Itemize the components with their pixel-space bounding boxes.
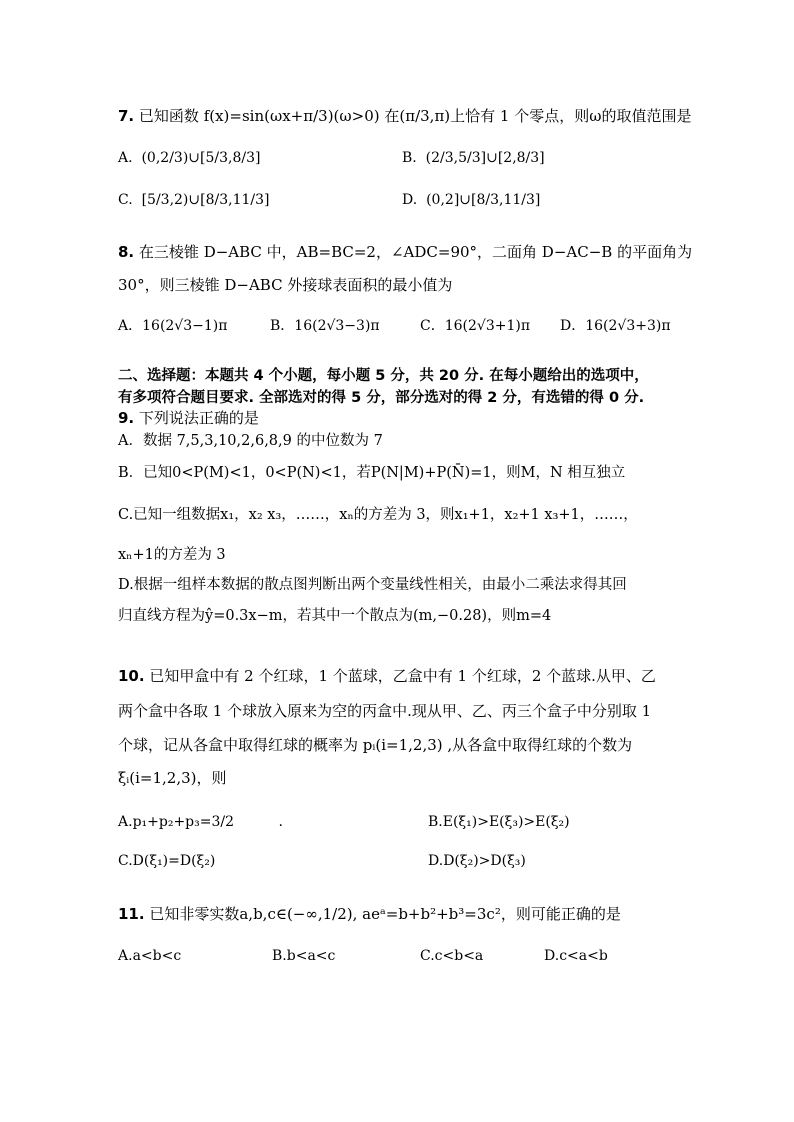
q11-stem: [118, 904, 621, 924]
q11-option-d-label: D.: [544, 948, 560, 964]
q10-option-c-label: C.: [118, 853, 133, 869]
q10-option-d: [428, 851, 526, 871]
q7-stem-text: 已知函数 f(x)=sin(ωx+π/3)(ω>0) 在(π/3,π)上恰有 1 个零点，则ω的取值范围是: [138, 107, 692, 125]
q8-option-a-label: A．: [118, 318, 143, 334]
section2-header-line1: 二、选择题：本题共 4 个小题，每小题 5 分，共 20 分. 在每小题给出的选项中，: [118, 368, 649, 384]
q11-option-a: [118, 946, 181, 966]
q7-option-c-label: C.: [118, 192, 133, 208]
q7-option-d-label: D.: [402, 192, 418, 208]
q8-stem-line2: 30°，则三棱锥 D−ABC 外接球表面积的最小值为: [118, 276, 453, 294]
q7-option-d-text: (0,2]∪[8/3,11/3]: [426, 192, 541, 208]
q7-option-a: [118, 148, 260, 168]
q7-option-a-label: A.: [118, 150, 133, 166]
q9-option-d-line2: 归直线方程为ŷ=0.3x−m，若其中一个散点为(m,−0.28)，则m=4: [118, 608, 552, 624]
q11-number: 11.: [118, 905, 145, 923]
q11-option-c-text: c<b<a: [434, 948, 484, 964]
q10-option-a-label: A.: [118, 814, 133, 830]
q10-option-b: [428, 812, 570, 832]
q10-option-b-text: E(ξ₁)>E(ξ₃)>E(ξ₂): [442, 814, 570, 830]
q8-option-a: [118, 316, 227, 336]
q9-option-c-line1: C.已知一组数据x₁，x₂ x₃，……，xₙ的方差为 3，则x₁+1，x₂+1 x₃+1，……，: [118, 507, 638, 523]
q8-number: 8.: [118, 243, 135, 261]
q10-number: 10.: [118, 667, 145, 685]
q9-option-d-line1: D.根据一组样本数据的散点图判断出两个变量线性相关，由最小二乘法求得其回: [118, 577, 627, 593]
q10-stem-line2: 两个盒中各取 1 个球放入原来为空的丙盒中.现从甲、乙、丙三个盒子中分别取 1: [118, 702, 652, 720]
q8-stem-text1: 在三棱锥 D−ABC 中，AB=BC=2，∠ADC=90°，二面角 D−AC−B 的平面角为: [138, 243, 693, 261]
q10-stem-line4: ξᵢ(i=1,2,3)，则: [118, 769, 227, 787]
q10-option-d-label: D.: [428, 853, 444, 869]
q7-option-a-text: (0,2/3)∪[5/3,8/3]: [141, 150, 261, 166]
q8-option-c: [420, 316, 530, 336]
q8-option-a-text: 16(2√3−1)π: [142, 318, 228, 334]
q7-option-b-text: (2/3,5/3]∪[2,8/3]: [425, 150, 545, 166]
q8-option-c-label: C．: [420, 318, 445, 334]
q10-stem-text1: 已知甲盒中有 2 个红球，1 个蓝球，乙盒中有 1 个红球，2 个蓝球.从甲、乙: [149, 667, 656, 685]
q7-option-c-text: [5/3,2)∪[8/3,11/3]: [141, 192, 270, 208]
q11-option-a-text: a<b<c: [132, 948, 182, 964]
q8-option-b: [270, 316, 380, 336]
q7-stem: [118, 106, 691, 126]
q10-option-b-label: B.: [428, 814, 443, 830]
q10-option-a: [118, 812, 283, 832]
q9-stem: [118, 408, 259, 428]
q7-option-b: [402, 148, 545, 168]
q11-option-d: [544, 946, 608, 966]
q11-option-a-label: A.: [118, 948, 133, 964]
section2-header-line2: 有多项符合题目要求. 全部选对的得 5 分，部分选对的得 2 分，有选错的得 0 分.: [118, 390, 645, 406]
q8-option-d: [560, 316, 671, 336]
q8-option-d-text: 16(2√3+3)π: [585, 318, 671, 334]
q10-stem-line3: 个球，记从各盒中取得红球的概率为 pᵢ(i=1,2,3) ,从各盒中取得红球的个数为: [118, 736, 633, 754]
q7-option-d: [402, 190, 540, 210]
q7-number: 7.: [118, 107, 135, 125]
q9-option-a: A．数据 7,5,3,10,2,6,8,9 的中位数为 7: [118, 433, 383, 449]
q7-option-b-label: B.: [402, 150, 417, 166]
q8-option-b-text: 16(2√3−3)π: [294, 318, 380, 334]
q7-option-c: [118, 190, 269, 210]
q10-option-c-text: D(ξ₁)=D(ξ₂): [132, 853, 216, 869]
q8-option-c-text: 16(2√3+1)π: [444, 318, 531, 334]
q8-stem-line1: [118, 242, 692, 262]
q11-option-b-label: B.: [272, 948, 287, 964]
q10-option-a-text: p₁+p₂+p₃=3/2: [132, 814, 235, 830]
q11-stem-text: 已知非零实数a,b,c∈(−∞,1/2), aeᵃ=b+b²+b³=3c²，则可能正确的是: [149, 905, 621, 923]
q8-option-d-label: D．: [560, 318, 586, 334]
q9-option-b: B．已知0<P(M)<1，0<P(N)<1，若P(N|M)+P(N̄)=1，则M，N 相互独立: [118, 465, 626, 481]
q9-stem-text: 下列说法正确的是: [138, 409, 259, 427]
q11-option-d-text: c<a<b: [559, 948, 608, 964]
q10-option-a-tail: .: [278, 814, 283, 830]
q11-option-c-label: C.: [420, 948, 435, 964]
q9-option-c-line2: xₙ+1的方差为 3: [118, 547, 226, 563]
q11-option-c: [420, 946, 483, 966]
q9-number: 9.: [118, 409, 135, 427]
q8-option-b-label: B．: [270, 318, 295, 334]
q11-option-b-text: b<a<c: [286, 948, 336, 964]
q10-option-c: [118, 851, 215, 871]
q10-stem-line1: [118, 666, 656, 686]
q10-option-d-text: D(ξ₂)>D(ξ₃): [443, 853, 526, 869]
q11-option-b: [272, 946, 335, 966]
